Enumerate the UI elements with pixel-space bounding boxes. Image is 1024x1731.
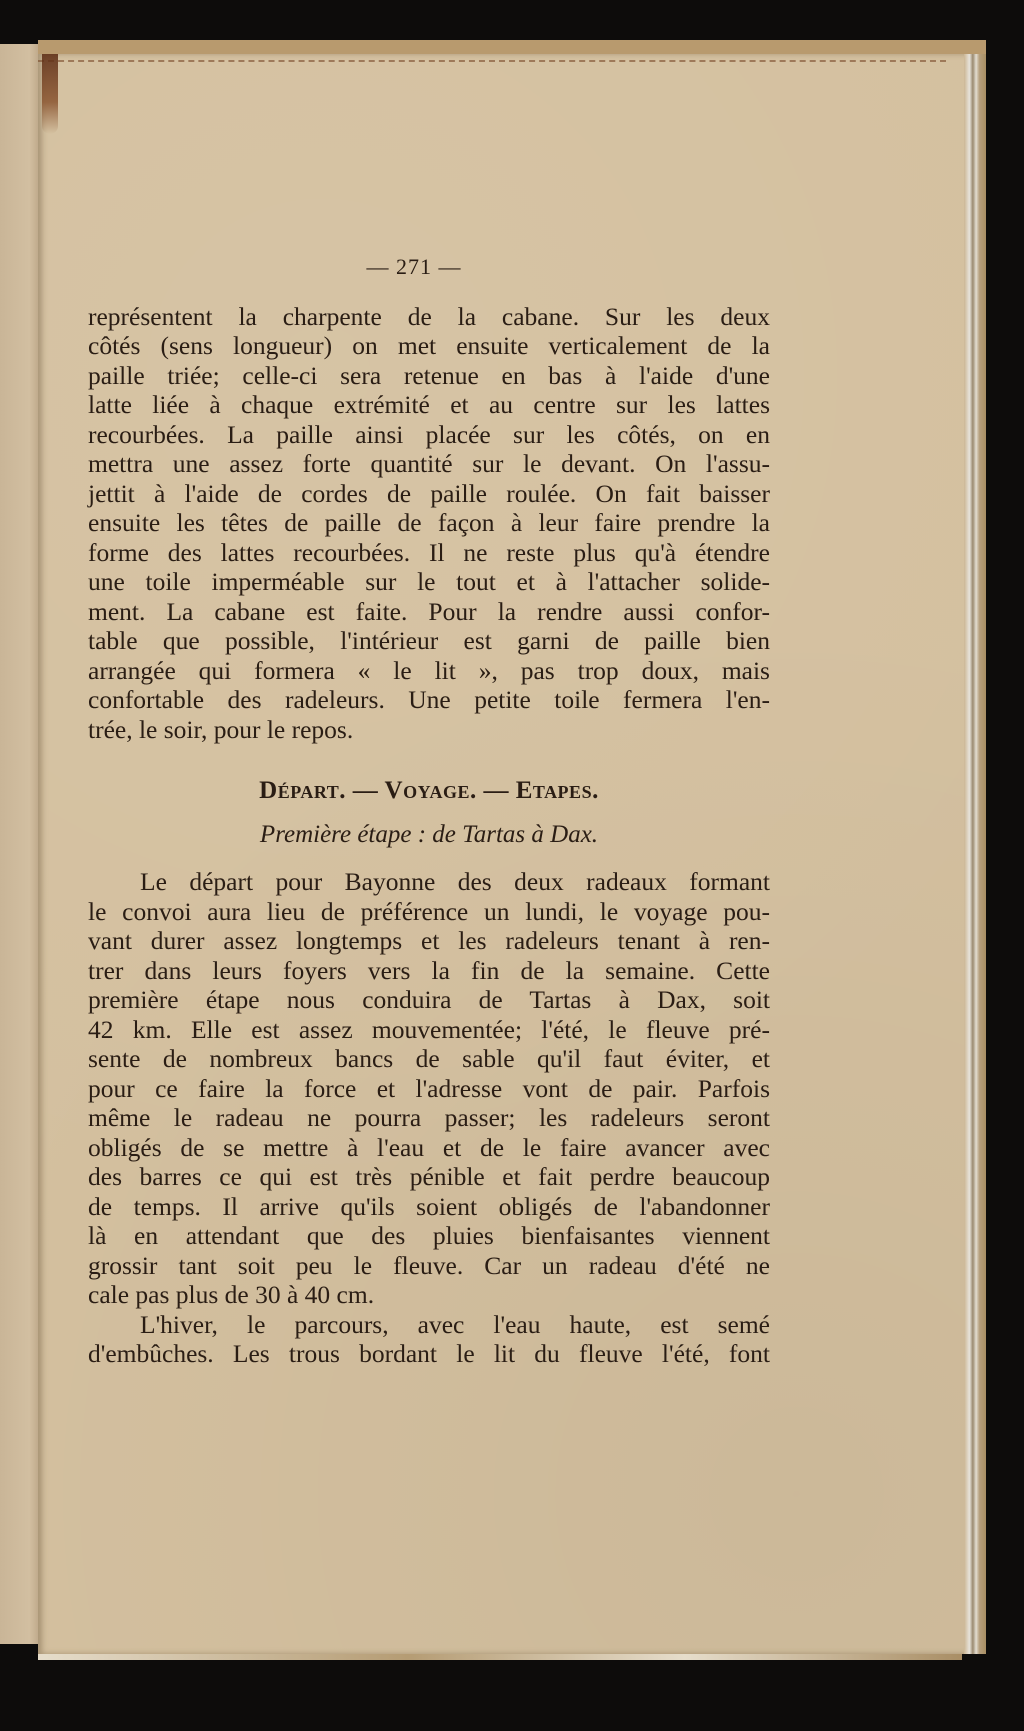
facing-page-edge: [0, 44, 42, 1644]
section-heading: Départ. — Voyage. — Etapes.: [259, 777, 599, 804]
text-line: forme des lattes recourbées. Il ne reste plus qu'à étendre: [88, 537, 770, 567]
text-line: d'embûches. Les trous bordant le lit du fleuve l'été, font: [88, 1339, 770, 1368]
text-line: une toile imperméable sur le tout et à l'attacher solide-: [88, 567, 770, 596]
text-line: mettra une assez forte quantité sur le devant. On l'assu-: [88, 449, 770, 478]
text-line: côtés (sens longueur) on met ensuite verticalement de la: [88, 331, 770, 360]
text-line: arrangée qui formera « le lit », pas trop doux, mais: [88, 655, 770, 685]
text-block: [88, 252, 770, 1369]
text-line: recourbées. La paille ainsi placée sur les côtés, on en: [88, 419, 770, 449]
text-line: sente de nombreux bancs de sable qu'il faut éviter, et: [88, 1044, 770, 1073]
page-fore-edge: [964, 54, 986, 1654]
page-number: — 271 —: [366, 254, 462, 279]
text-line: représentent la charpente de la cabane. Sur les deux: [88, 301, 770, 331]
subheading: Première étape : de Tartas à Dax.: [259, 820, 599, 848]
gutter-stain: [42, 54, 58, 134]
text-line: ensuite les têtes de paille de façon à leur faire prendre la: [88, 508, 770, 537]
text-line: confortable des radeleurs. Une petite toile fermera l'en-: [88, 685, 770, 714]
text-line: de temps. Il arrive qu'ils soient obligés de l'abandonner: [88, 1191, 770, 1221]
text-line: L'hiver, le parcours, avec l'eau haute, est semé: [140, 1309, 770, 1339]
text-line: trée, le soir, pour le repos.: [88, 714, 354, 744]
text-line: Le départ pour Bayonne des deux radeaux formant: [140, 867, 770, 896]
torn-top-edge: [38, 52, 946, 62]
text-line: pour ce faire la force et l'adresse vont de pair. Parfois: [88, 1073, 770, 1103]
text-line: cale pas plus de 30 à 40 cm.: [88, 1280, 375, 1309]
text-line: grossir tant soit peu le fleuve. Car un radeau d'été ne: [88, 1250, 770, 1280]
text-line: latte liée à chaque extrémité et au centre sur les lattes: [88, 390, 770, 419]
text-line: même le radeau ne pourra passer; les radeleurs seront: [88, 1103, 770, 1132]
text-line: le convoi aura lieu de préférence un lundi, le voyage pou-: [88, 896, 770, 926]
text-line: trer dans leurs foyers vers la fin de la semaine. Cette: [88, 955, 770, 985]
text-line: jettit à l'aide de cordes de paille roulée. On fait baisser: [88, 478, 770, 508]
text-line: vant durer assez longtemps et les radeleurs tenant à ren-: [88, 926, 770, 955]
book-page: [38, 40, 986, 1654]
paragraph-3: [88, 1310, 770, 1369]
paragraph-2: [88, 867, 770, 1310]
text-line: là en attendant que des pluies bienfaisantes viennent: [88, 1221, 770, 1250]
text-line: table que possible, l'intérieur est garni de paille bien: [88, 626, 770, 655]
page-bottom-edge: [38, 1654, 962, 1660]
text-line: paille triée; celle-ci sera retenue en bas à l'aide d'une: [88, 360, 770, 390]
text-line: obligés de se mettre à l'eau et de le faire avancer avec: [88, 1132, 770, 1162]
text-line: ment. La cabane est faite. Pour la rendre aussi confor-: [88, 596, 770, 626]
text-line: première étape nous conduira de Tartas à Dax, soit: [88, 985, 770, 1014]
text-line: 42 km. Elle est assez mouvementée; l'été, le fleuve pré-: [88, 1014, 770, 1044]
text-line: des barres ce qui est très pénible et fait perdre beaucoup: [88, 1162, 770, 1191]
paragraph-1: [88, 302, 770, 745]
